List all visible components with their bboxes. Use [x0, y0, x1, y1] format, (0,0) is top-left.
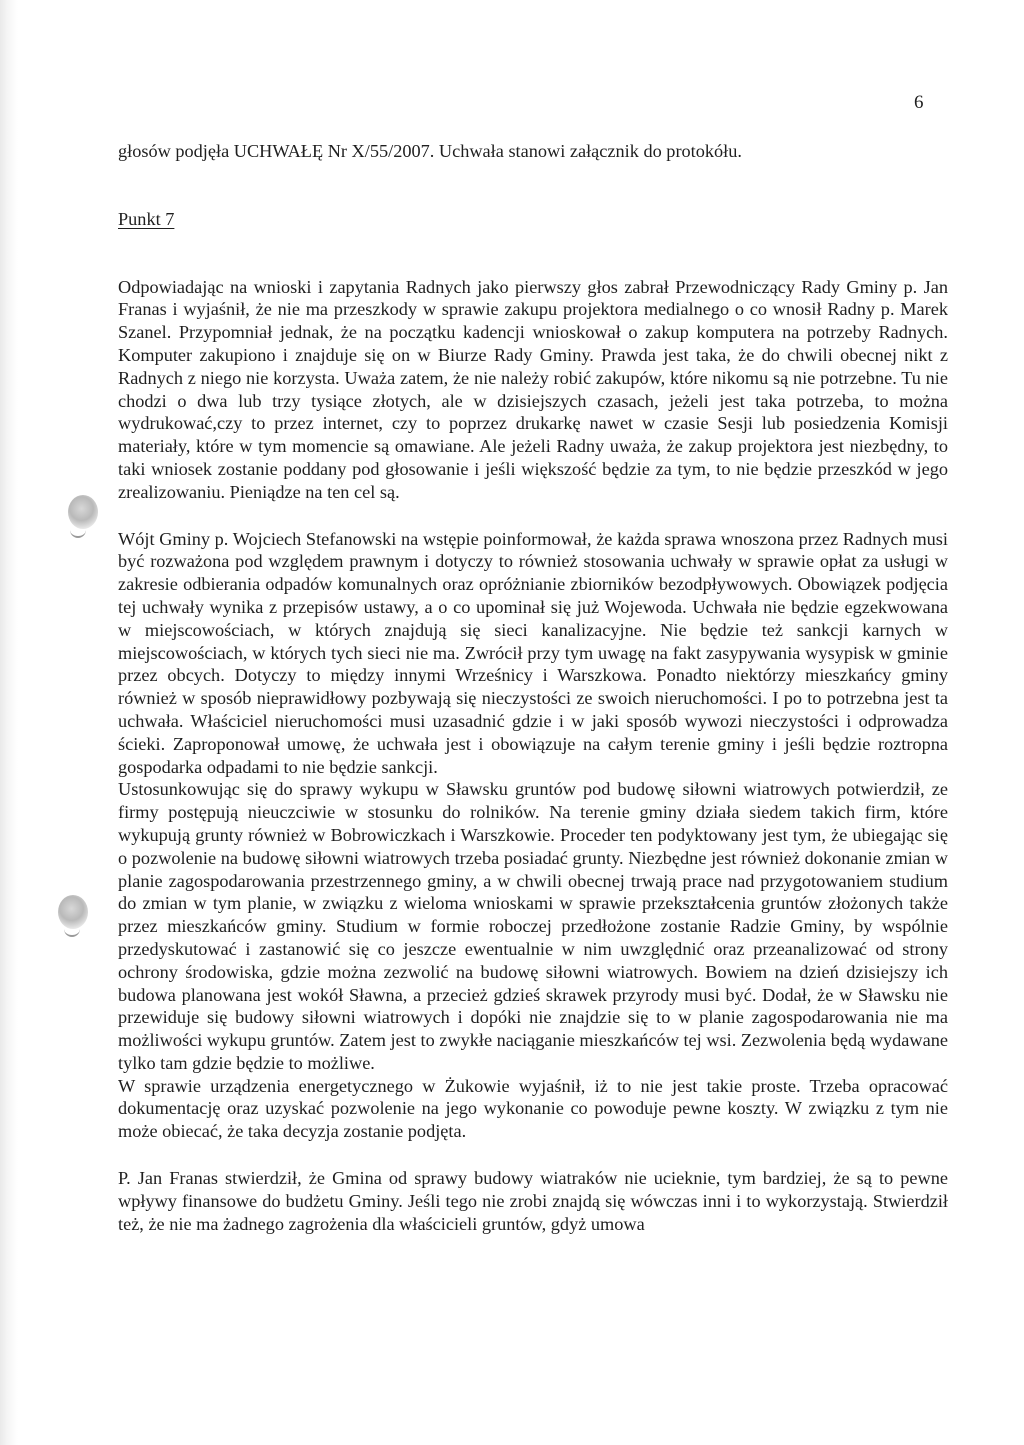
scan-edge-shadow [0, 0, 18, 1445]
paragraph-wind-turbines: Ustosunkowując się do sprawy wykupu w Sławsku gruntów pod budowę siłowni wiatrowych potwierdził, ze firmy postępują nieuczciwie w stosunku do rolników. Na terenie gminy działa siedem takich firm, które wykupują grunty również w Bobrowiczkach i Warszkowie. Proceder ten podyktowany jest tym, że ubiegając się o pozwolenie na budowę siłowni wiatrowych trzeba posiadać grunty. Niezbędne jest również dokonanie zmian w planie zagospodarowania przestrzennego gminy, a w chwili obecnej trwają prace nad przygotowaniem studium do zmian w tym planie, w związku z wieloma wnioskami w sprawie przekształcenia gruntów złożonych także przez mieszkańców gminy. Studium w formie roboczej przedłożone zostanie Radzie Gminy, by wspólnie przedyskutować i zastanowić się co jeszcze ewentualnie w nim uwzględnić oraz przeanalizować od strony ochrony środowiska, gdzie można zezwolić na budowę siłowni wiatrowych. Bowiem na dzień dzisiejszy ich budowa planowana jest wokół Sławna, a przecież gdzieś skrawek przyrody musi być. Dodał, że w Sławsku nie przewiduje się budowy siłowni wiatrowych i dopóki nie znajdzie się to w planie zagospodarowania nie ma możliwości wykupu gruntów. Zatem jest to zwykłe naciąganie mieszkańców tej wsi. Zezwolenia będą wydawane tylko tam gdzie będzie to możliwe. [118, 779, 948, 1073]
page-number: 6 [914, 92, 924, 113]
paragraph-energy-device: W sprawie urządzenia energetycznego w Żukowie wyjaśnił, iż to nie jest takie proste. Trzeba opracować dokumentację oraz uzyskać pozwolenie na jego wykonanie co powoduje pewne koszty. W związku z tym nie może obiecać, że taka decyzja zostanie podjęta. [118, 1075, 948, 1142]
binder-hole-mark [68, 495, 98, 529]
binder-hole-mark [58, 895, 88, 929]
binder-hole-mark-tail [64, 925, 80, 937]
binder-hole-mark-tail [70, 526, 86, 538]
section-heading-punkt-7: Punkt 7 [118, 208, 175, 229]
paragraph-chairman-response: Odpowiadając na wnioski i zapytania Radnych jako pierwszy głos zabrał Przewodniczący Rady Gminy p. Jan Franas i wyjaśnił, że nie ma przeszkody w sprawie zakupu projektora medialnego o co wnosił Radny p. Marek Szanel. Przypomniał jednak, że na początku kadencji wnioskował o zakup komputera na potrzeby Radnych. Komputer zakupiono i znajduje się on w Biurze Rady Gminy. Prawda jest taka, że do chwili obecnej nikt z Radnych z niego nie korzysta. Uważa zatem, że nie należy robić zakupów, które nikomu są nie potrzebne. Tu nie chodzi o dwa lub trzy tysiące złotych, ale w dzisiejszych czasach, jeżeli jest taka potrzeba, to można wydrukować,czy to przez internet, czy to poprzez drukarkę nawet w czasie Sesji lub posiedzenia Komisji materiały, które w tym momencie są omawiane. Ale jeżeli Radny uważa, że zakup projektora jest niezbędny, to taki wniosek zostanie poddany pod głosowanie i jeśli większość będzie za tym, to nie będzie przeszkód w jego zrealizowaniu. Pieniądze na ten cel są. [118, 276, 948, 502]
document-body [118, 140, 948, 1235]
paragraph-resolution: głosów podjęła UCHWAŁĘ Nr X/55/2007. Uchwała stanowi załącznik do protokółu. [118, 141, 742, 161]
paragraph-franas-statement: P. Jan Franas stwierdził, że Gmina od sprawy budowy wiatraków nie ucieknie, tym bardziej, że są to pewne wpływy finansowe do budżetu Gminy. Jeśli tego nie zrobi znajdą się wówczas inni i to wykorzystają. Stwierdził też, że nie ma żadnego zagrożenia dla właścicieli gruntów, gdyż umowa [118, 1168, 948, 1234]
paragraph-mayor-statement: Wójt Gminy p. Wojciech Stefanowski na wstępie poinformował, że każda sprawa wnoszona przez Radnych musi być rozważona pod względem prawnym i dotyczy to również stosowania uchwały w sprawie opłat za usługi w zakresie odbierania odpadów komunalnych oraz opróżnianie zbiorników bezodpływowych. Obowiązek podjęcia tej uchwały wynika z przepisów ustawy, a o co upominał się już Wojewoda. Uchwała nie będzie egzekwowana w miejscowościach, w których znajdują się sieci kanalizacyjne. Nie będzie też sankcji karnych w miejscowościach, w których tych sieci nie ma. Zwrócił przy tym uwagę na fakt zasypywania wysypisk w gminie przez obcych. Dotyczy to między innymi Wrześnicy i Warszkowa. Ponadto niektórzy mieszkańcy gminy również w sposób nieprawidłowy pozbywają się nieczystości ze swoich nieruchomości. I po to potrzebna jest ta uchwała. Właściciel nieruchomości musi uzasadnić gdzie i w jaki sposób wywozi nieczystości i odprowadza ścieki. Zaproponował umowę, że uchwała jest i obowiązuje na całym terenie gminy i jeśli będzie roztropna gospodarka odpadami to nie będzie sankcji. [118, 528, 948, 777]
